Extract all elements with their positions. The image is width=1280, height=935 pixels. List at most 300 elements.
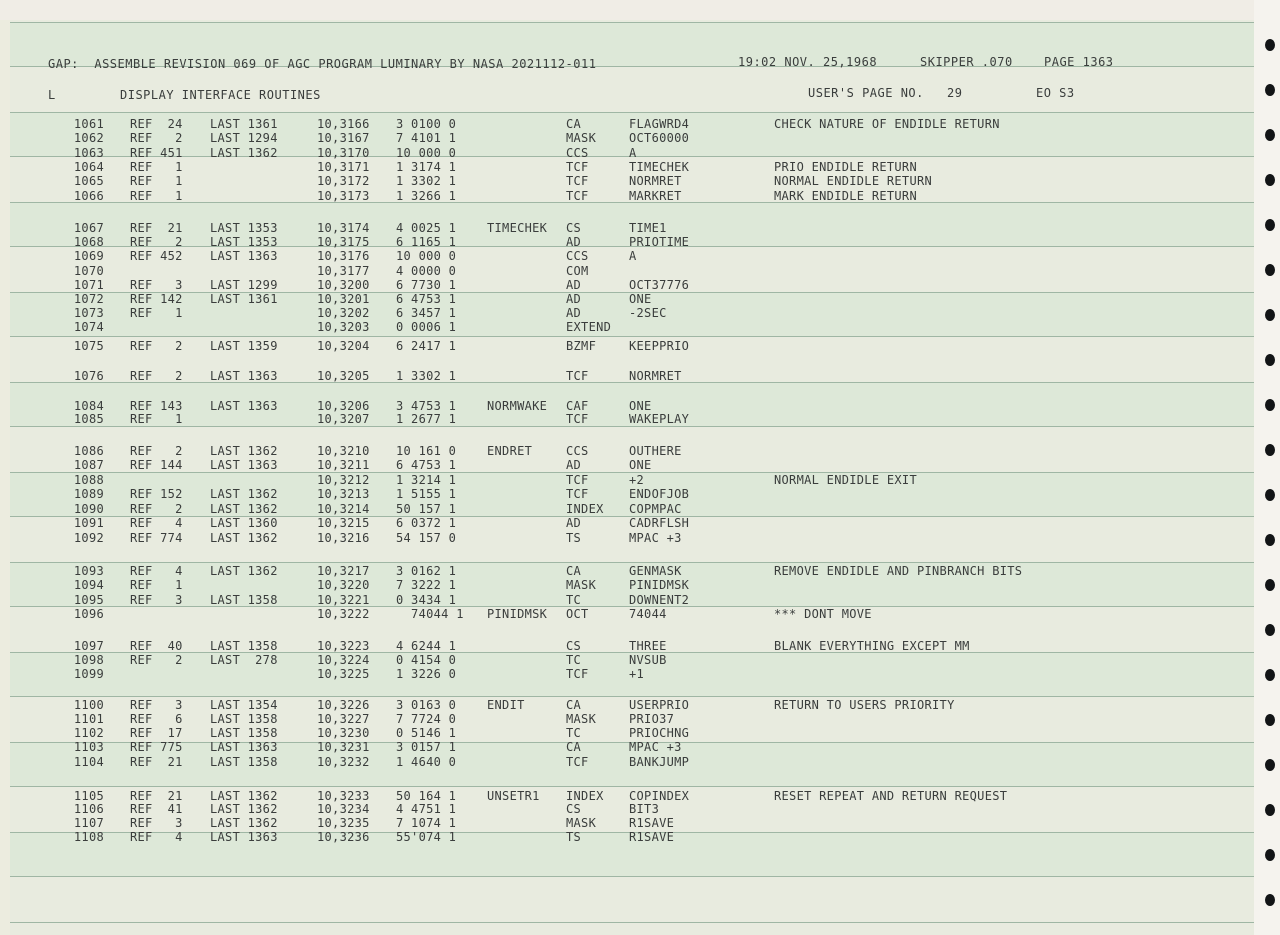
operand: TIME1 xyxy=(629,221,667,235)
last-ref: LAST 1353 xyxy=(210,221,278,235)
ref-count: REF 4 xyxy=(130,564,183,578)
address: 10,3235 xyxy=(317,816,370,830)
address: 10,3205 xyxy=(317,369,370,383)
line-number: 1104 xyxy=(73,755,104,769)
line-number: 1106 xyxy=(73,802,104,816)
operand: MARKRET xyxy=(629,189,682,203)
listing-line xyxy=(10,740,1254,754)
line-number: 1099 xyxy=(73,667,104,681)
line-number: 1064 xyxy=(73,160,104,174)
symbol-label: UNSETR1 xyxy=(487,789,540,803)
object-code: 3 4753 1 xyxy=(396,399,457,413)
address: 10,3236 xyxy=(317,830,370,844)
feed-hole-icon xyxy=(1265,759,1275,771)
listing-line xyxy=(10,320,1254,334)
opcode: CS xyxy=(566,802,582,816)
opcode: TC xyxy=(566,653,582,667)
operand: ONE xyxy=(629,292,652,306)
ref-count: REF 2 xyxy=(130,235,183,249)
address: 10,3223 xyxy=(317,639,370,653)
operand: MPAC +3 xyxy=(629,740,682,754)
address: 10,3207 xyxy=(317,412,370,426)
object-code: 1 2677 1 xyxy=(396,412,457,426)
comment: NORMAL ENDIDLE EXIT xyxy=(774,473,917,487)
last-ref: LAST 278 xyxy=(210,653,278,667)
address: 10,3212 xyxy=(317,473,370,487)
address: 10,3231 xyxy=(317,740,370,754)
operand: A xyxy=(629,146,637,160)
object-code: 1 3302 1 xyxy=(396,369,457,383)
last-ref: LAST 1353 xyxy=(210,235,278,249)
listing-line xyxy=(10,221,1254,235)
listing-line xyxy=(10,516,1254,530)
last-ref: LAST 1362 xyxy=(210,444,278,458)
operand: GENMASK xyxy=(629,564,682,578)
operand: COPMPAC xyxy=(629,502,682,516)
line-number: 1063 xyxy=(73,146,104,160)
last-ref: LAST 1361 xyxy=(210,292,278,306)
listing-line xyxy=(10,235,1254,249)
opcode: CS xyxy=(566,639,582,653)
object-code: 1 3214 1 xyxy=(396,473,457,487)
listing-line xyxy=(10,117,1254,131)
listing-line xyxy=(10,412,1254,426)
address: 10,3167 xyxy=(317,131,370,145)
object-code: 54 157 0 xyxy=(396,531,457,545)
object-code: 74044 1 xyxy=(396,607,464,621)
last-ref: LAST 1363 xyxy=(210,458,278,472)
ref-count: REF 2 xyxy=(130,502,183,516)
listing-line xyxy=(10,667,1254,681)
opcode: TCF xyxy=(566,487,589,501)
last-ref: LAST 1358 xyxy=(210,755,278,769)
address: 10,3170 xyxy=(317,146,370,160)
ref-count: REF 21 xyxy=(130,789,183,803)
last-ref: LAST 1363 xyxy=(210,830,278,844)
line-number: 1076 xyxy=(73,369,104,383)
comment: RETURN TO USERS PRIORITY xyxy=(774,698,955,712)
line-number: 1102 xyxy=(73,726,104,740)
line-number: 1084 xyxy=(73,399,104,413)
opcode: MASK xyxy=(566,131,597,145)
ref-count: REF 2 xyxy=(130,339,183,353)
object-code: 6 0372 1 xyxy=(396,516,457,530)
last-ref: LAST 1362 xyxy=(210,502,278,516)
listing-line xyxy=(10,160,1254,174)
opcode: CA xyxy=(566,117,582,131)
band-rule xyxy=(10,876,1254,877)
ref-count: REF 4 xyxy=(130,516,183,530)
comment: REMOVE ENDIDLE AND PINBRANCH BITS xyxy=(774,564,1023,578)
object-code: 7 4101 1 xyxy=(396,131,457,145)
object-code: 3 0163 0 xyxy=(396,698,457,712)
address: 10,3200 xyxy=(317,278,370,292)
operand: ONE xyxy=(629,458,652,472)
feed-hole-icon xyxy=(1265,534,1275,546)
listing-line xyxy=(10,249,1254,263)
listing-line xyxy=(10,712,1254,726)
address: 10,3226 xyxy=(317,698,370,712)
address: 10,3172 xyxy=(317,174,370,188)
line-number: 1062 xyxy=(73,131,104,145)
line-number: 1089 xyxy=(73,487,104,501)
opcode: TCF xyxy=(566,755,589,769)
ref-count: REF 21 xyxy=(130,755,183,769)
last-ref: LAST 1361 xyxy=(210,117,278,131)
object-code: 6 4753 1 xyxy=(396,292,457,306)
operand: PRIO37 xyxy=(629,712,675,726)
object-code: 4 0025 1 xyxy=(396,221,457,235)
line-number: 1065 xyxy=(73,174,104,188)
feed-hole-icon xyxy=(1265,669,1275,681)
object-code: 6 7730 1 xyxy=(396,278,457,292)
line-number: 1090 xyxy=(73,502,104,516)
object-code: 7 1074 1 xyxy=(396,816,457,830)
feed-hole-icon xyxy=(1265,264,1275,276)
opcode: MASK xyxy=(566,578,597,592)
ref-count: REF 2 xyxy=(130,369,183,383)
listing-line xyxy=(10,278,1254,292)
address: 10,3227 xyxy=(317,712,370,726)
operand: TIMECHEK xyxy=(629,160,690,174)
last-ref: LAST 1358 xyxy=(210,712,278,726)
line-number: 1061 xyxy=(73,117,104,131)
operand: FLAGWRD4 xyxy=(629,117,690,131)
last-ref: LAST 1359 xyxy=(210,339,278,353)
feed-hole-icon xyxy=(1265,399,1275,411)
ref-count: REF 4 xyxy=(130,830,183,844)
feed-hole-icon xyxy=(1265,174,1275,186)
listing-line xyxy=(10,131,1254,145)
ref-count: REF 2 xyxy=(130,653,183,667)
last-ref: LAST 1358 xyxy=(210,593,278,607)
operand: +2 xyxy=(629,473,645,487)
address: 10,3216 xyxy=(317,531,370,545)
band-rule xyxy=(10,22,1254,23)
object-code: 7 3222 1 xyxy=(396,578,457,592)
opcode: TS xyxy=(566,531,582,545)
ref-count: REF 1 xyxy=(130,412,183,426)
assembly-title: GAP: ASSEMBLE REVISION 069 OF AGC PROGRAM LUMINARY BY NASA 2021112-011 xyxy=(48,57,597,71)
ref-count: REF 3 xyxy=(130,816,183,830)
opcode: AD xyxy=(566,306,582,320)
object-code: 4 4751 1 xyxy=(396,802,457,816)
opcode: CS xyxy=(566,221,582,235)
address: 10,3175 xyxy=(317,235,370,249)
operand: OCT60000 xyxy=(629,131,690,145)
ref-count: REF 452 xyxy=(130,249,183,263)
listing-line xyxy=(10,593,1254,607)
object-code: 6 3457 1 xyxy=(396,306,457,320)
opcode: INDEX xyxy=(566,789,604,803)
object-code: 4 6244 1 xyxy=(396,639,457,653)
address: 10,3213 xyxy=(317,487,370,501)
operand: A xyxy=(629,249,637,263)
listing-line xyxy=(10,473,1254,487)
line-number: 1068 xyxy=(73,235,104,249)
opcode: AD xyxy=(566,278,582,292)
listing-line xyxy=(10,531,1254,545)
address: 10,3174 xyxy=(317,221,370,235)
feed-hole-icon xyxy=(1265,489,1275,501)
object-code: 0 3434 1 xyxy=(396,593,457,607)
ref-count: REF 143 xyxy=(130,399,183,413)
opcode: AD xyxy=(566,235,582,249)
opcode: TC xyxy=(566,593,582,607)
print-datetime: 19:02 NOV. 25,1968 xyxy=(738,55,878,69)
object-code: 1 3302 1 xyxy=(396,174,457,188)
feed-hole-icon xyxy=(1265,354,1275,366)
ref-count: REF 774 xyxy=(130,531,183,545)
listing-line xyxy=(10,653,1254,667)
line-number: 1085 xyxy=(73,412,104,426)
object-code: 7 7724 0 xyxy=(396,712,457,726)
line-number: 1073 xyxy=(73,306,104,320)
address: 10,3206 xyxy=(317,399,370,413)
ref-count: REF 40 xyxy=(130,639,183,653)
ref-count: REF 1 xyxy=(130,189,183,203)
band-rule xyxy=(10,426,1254,427)
line-number: 1087 xyxy=(73,458,104,472)
address: 10,3225 xyxy=(317,667,370,681)
operand: NVSUB xyxy=(629,653,667,667)
feed-hole-icon xyxy=(1265,894,1275,906)
object-code: 0 4154 0 xyxy=(396,653,457,667)
opcode: TS xyxy=(566,830,582,844)
line-number: 1069 xyxy=(73,249,104,263)
feed-hole-icon xyxy=(1265,624,1275,636)
object-code: 10 161 0 xyxy=(396,444,457,458)
address: 10,3177 xyxy=(317,264,370,278)
ref-count: REF 142 xyxy=(130,292,183,306)
object-code: 55'074 1 xyxy=(396,830,457,844)
operand: COPINDEX xyxy=(629,789,690,803)
last-ref: LAST 1362 xyxy=(210,487,278,501)
line-number: 1100 xyxy=(73,698,104,712)
line-number: 1101 xyxy=(73,712,104,726)
symbol-label: ENDRET xyxy=(487,444,533,458)
comment: BLANK EVERYTHING EXCEPT MM xyxy=(774,639,970,653)
object-code: 1 3266 1 xyxy=(396,189,457,203)
feed-hole-icon xyxy=(1265,804,1275,816)
ref-count: REF 3 xyxy=(130,698,183,712)
last-ref: LAST 1362 xyxy=(210,789,278,803)
listing-line xyxy=(10,458,1254,472)
operand: PINIDMSK xyxy=(629,578,690,592)
last-ref: LAST 1362 xyxy=(210,531,278,545)
log-letter: L xyxy=(48,88,56,102)
operand: CADRFLSH xyxy=(629,516,690,530)
ref-count: REF 3 xyxy=(130,593,183,607)
address: 10,3220 xyxy=(317,578,370,592)
last-ref: LAST 1354 xyxy=(210,698,278,712)
listing-line xyxy=(10,502,1254,516)
operand: 74044 xyxy=(629,607,667,621)
opcode: CCS xyxy=(566,444,589,458)
address: 10,3215 xyxy=(317,516,370,530)
ref-count: REF 3 xyxy=(130,278,183,292)
address: 10,3221 xyxy=(317,593,370,607)
listing-line xyxy=(10,830,1254,844)
line-number: 1098 xyxy=(73,653,104,667)
listing-line xyxy=(10,189,1254,203)
address: 10,3203 xyxy=(317,320,370,334)
line-number: 1105 xyxy=(73,789,104,803)
opcode: TCF xyxy=(566,174,589,188)
address: 10,3234 xyxy=(317,802,370,816)
opcode: CA xyxy=(566,698,582,712)
line-number: 1092 xyxy=(73,531,104,545)
address: 10,3224 xyxy=(317,653,370,667)
object-code: 0 0006 1 xyxy=(396,320,457,334)
feed-hole-icon xyxy=(1265,714,1275,726)
listing-line xyxy=(10,369,1254,383)
ref-count: REF 1 xyxy=(130,578,183,592)
last-ref: LAST 1362 xyxy=(210,816,278,830)
address: 10,3166 xyxy=(317,117,370,131)
last-ref: LAST 1362 xyxy=(210,146,278,160)
object-code: 10 000 0 xyxy=(396,249,457,263)
operand: NORMRET xyxy=(629,369,682,383)
object-code: 1 3226 0 xyxy=(396,667,457,681)
band-rule xyxy=(10,562,1254,563)
opcode: AD xyxy=(566,292,582,306)
address: 10,3210 xyxy=(317,444,370,458)
object-code: 10 000 0 xyxy=(396,146,457,160)
line-number: 1107 xyxy=(73,816,104,830)
page-number: PAGE 1363 xyxy=(1044,55,1114,69)
comment: PRIO ENDIDLE RETURN xyxy=(774,160,917,174)
top-edge xyxy=(0,0,1280,20)
last-ref: LAST 1294 xyxy=(210,131,278,145)
address: 10,3232 xyxy=(317,755,370,769)
opcode: TCF xyxy=(566,473,589,487)
address: 10,3204 xyxy=(317,339,370,353)
operand: PRIOTIME xyxy=(629,235,690,249)
band-rule xyxy=(10,786,1254,787)
opcode: TCF xyxy=(566,189,589,203)
address: 10,3173 xyxy=(317,189,370,203)
last-ref: LAST 1362 xyxy=(210,802,278,816)
listing-line xyxy=(10,146,1254,160)
object-code: 6 2417 1 xyxy=(396,339,457,353)
listing-line xyxy=(10,306,1254,320)
opcode: CCS xyxy=(566,249,589,263)
last-ref: LAST 1362 xyxy=(210,564,278,578)
feed-hole-icon xyxy=(1265,39,1275,51)
opcode: OCT xyxy=(566,607,589,621)
symbol-label: ENDIT xyxy=(487,698,525,712)
listing-line xyxy=(10,399,1254,413)
operand: USERPRIO xyxy=(629,698,690,712)
listing-line xyxy=(10,264,1254,278)
line-number: 1097 xyxy=(73,639,104,653)
last-ref: LAST 1363 xyxy=(210,399,278,413)
address: 10,3176 xyxy=(317,249,370,263)
last-ref: LAST 1363 xyxy=(210,249,278,263)
address: 10,3202 xyxy=(317,306,370,320)
opcode: BZMF xyxy=(566,339,597,353)
last-ref: LAST 1358 xyxy=(210,639,278,653)
listing-line xyxy=(10,339,1254,353)
opcode: CA xyxy=(566,564,582,578)
opcode: EXTEND xyxy=(566,320,612,334)
line-number: 1067 xyxy=(73,221,104,235)
operand: PRIOCHNG xyxy=(629,726,690,740)
listing-line xyxy=(10,726,1254,740)
opcode: INDEX xyxy=(566,502,604,516)
operand: DOWNENT2 xyxy=(629,593,690,607)
operand: KEEPPRIO xyxy=(629,339,690,353)
comment: *** DONT MOVE xyxy=(774,607,872,621)
operand: ENDOFJOB xyxy=(629,487,690,501)
band-rule xyxy=(10,922,1254,923)
line-number: 1088 xyxy=(73,473,104,487)
last-ref: LAST 1299 xyxy=(210,278,278,292)
operand: WAKEPLAY xyxy=(629,412,690,426)
line-number: 1103 xyxy=(73,740,104,754)
ref-count: REF 1 xyxy=(130,160,183,174)
object-code: 50 157 1 xyxy=(396,502,457,516)
listing-line xyxy=(10,639,1254,653)
ref-count: REF 144 xyxy=(130,458,183,472)
opcode: TCF xyxy=(566,160,589,174)
listing-line xyxy=(10,444,1254,458)
line-number: 1071 xyxy=(73,278,104,292)
operand: BIT3 xyxy=(629,802,660,816)
eo-marker: EO S3 xyxy=(1036,86,1075,100)
opcode: CA xyxy=(566,740,582,754)
listing-line xyxy=(10,564,1254,578)
comment: RESET REPEAT AND RETURN REQUEST xyxy=(774,789,1008,803)
opcode: AD xyxy=(566,458,582,472)
ref-count: REF 2 xyxy=(130,131,183,145)
opcode: COM xyxy=(566,264,589,278)
object-code: 6 4753 1 xyxy=(396,458,457,472)
feed-hole-icon xyxy=(1265,849,1275,861)
line-number: 1074 xyxy=(73,320,104,334)
line-number: 1093 xyxy=(73,564,104,578)
opcode: TCF xyxy=(566,667,589,681)
listing-line xyxy=(10,487,1254,501)
comment: CHECK NATURE OF ENDIDLE RETURN xyxy=(774,117,1000,131)
address: 10,3230 xyxy=(317,726,370,740)
object-code: 3 0162 1 xyxy=(396,564,457,578)
listing-line xyxy=(10,698,1254,712)
operand: MPAC +3 xyxy=(629,531,682,545)
opcode: CCS xyxy=(566,146,589,160)
listing-line xyxy=(10,174,1254,188)
band-rule xyxy=(10,696,1254,697)
line-number: 1091 xyxy=(73,516,104,530)
operand: +1 xyxy=(629,667,645,681)
ref-count: REF 775 xyxy=(130,740,183,754)
object-code: 50 164 1 xyxy=(396,789,457,803)
ref-count: REF 2 xyxy=(130,444,183,458)
operand: OUTHERE xyxy=(629,444,682,458)
line-number: 1095 xyxy=(73,593,104,607)
symbol-label: TIMECHEK xyxy=(487,221,548,235)
last-ref: LAST 1360 xyxy=(210,516,278,530)
opcode: CAF xyxy=(566,399,589,413)
last-ref: LAST 1363 xyxy=(210,740,278,754)
feed-hole-icon xyxy=(1265,579,1275,591)
operand: ONE xyxy=(629,399,652,413)
ref-count: REF 17 xyxy=(130,726,183,740)
line-number: 1075 xyxy=(73,339,104,353)
listing-line xyxy=(10,816,1254,830)
last-ref: LAST 1358 xyxy=(210,726,278,740)
